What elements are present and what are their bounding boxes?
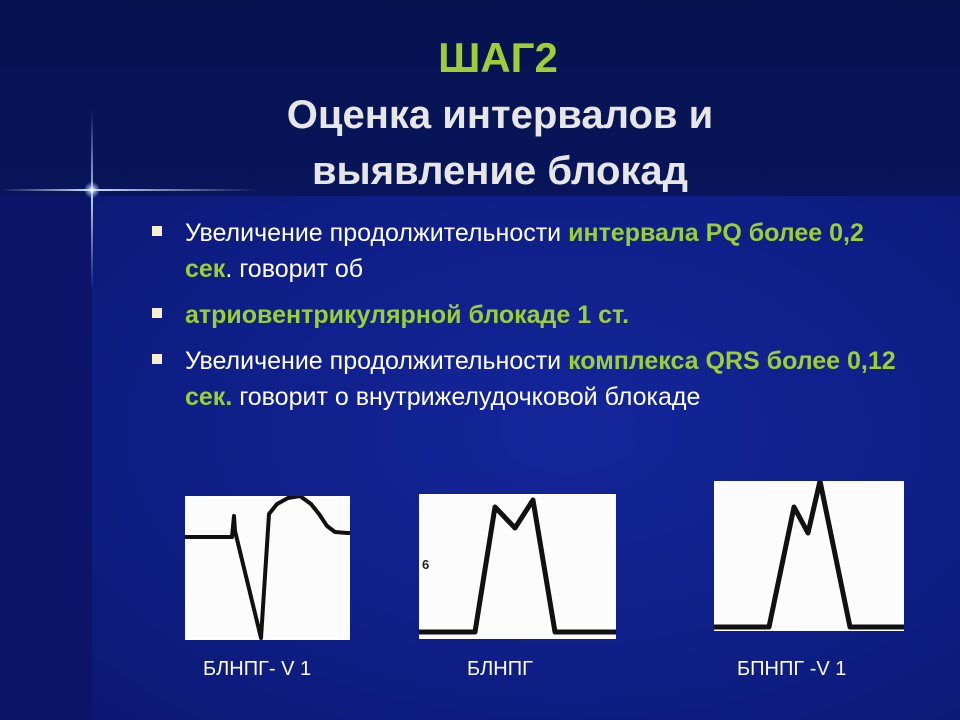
ecg-image-rbbb-v1: [714, 481, 904, 631]
ecg-image-lbbb-v1: [185, 496, 350, 640]
ecg-caption-rbbb-v1: БПНПГ -V 1: [737, 658, 847, 680]
bullet-text: говорит о внутрижелудочковой блокаде: [232, 383, 701, 411]
bullet-text: Увеличение продолжительности: [185, 219, 569, 247]
ecg-caption-lbbb: БЛНПГ: [467, 658, 533, 680]
step-label: ШАГ2: [438, 34, 558, 81]
slide-title-line-1: Оценка интервалов и: [286, 93, 714, 137]
bullet-highlight: интервала PQ более 0,2 сек: [185, 219, 864, 283]
lead-mark: 6: [422, 557, 430, 572]
left-strip: [0, 196, 92, 720]
bullet-item: [150, 297, 910, 333]
bullet-highlight: комплекса QRS более 0,12 сек.: [185, 347, 896, 411]
bullet-text: Увеличение продолжительности: [185, 347, 569, 375]
bullet-highlight: атриовентрикулярной блокаде 1 ст.: [185, 301, 630, 329]
square-bullet-icon: [152, 226, 162, 236]
bullet-text: . говорит об: [225, 255, 364, 283]
bullet-item: [150, 343, 910, 415]
ecg-image-lbbb: [419, 494, 616, 639]
bullet-list: [150, 215, 910, 415]
square-bullet-icon: [152, 354, 162, 364]
square-bullet-icon: [152, 308, 162, 318]
slide-title-line-2: выявление блокад: [311, 149, 689, 193]
ecg-caption-lbbb-v1: БЛНПГ- V 1: [203, 658, 312, 680]
bullet-item: [150, 215, 910, 287]
